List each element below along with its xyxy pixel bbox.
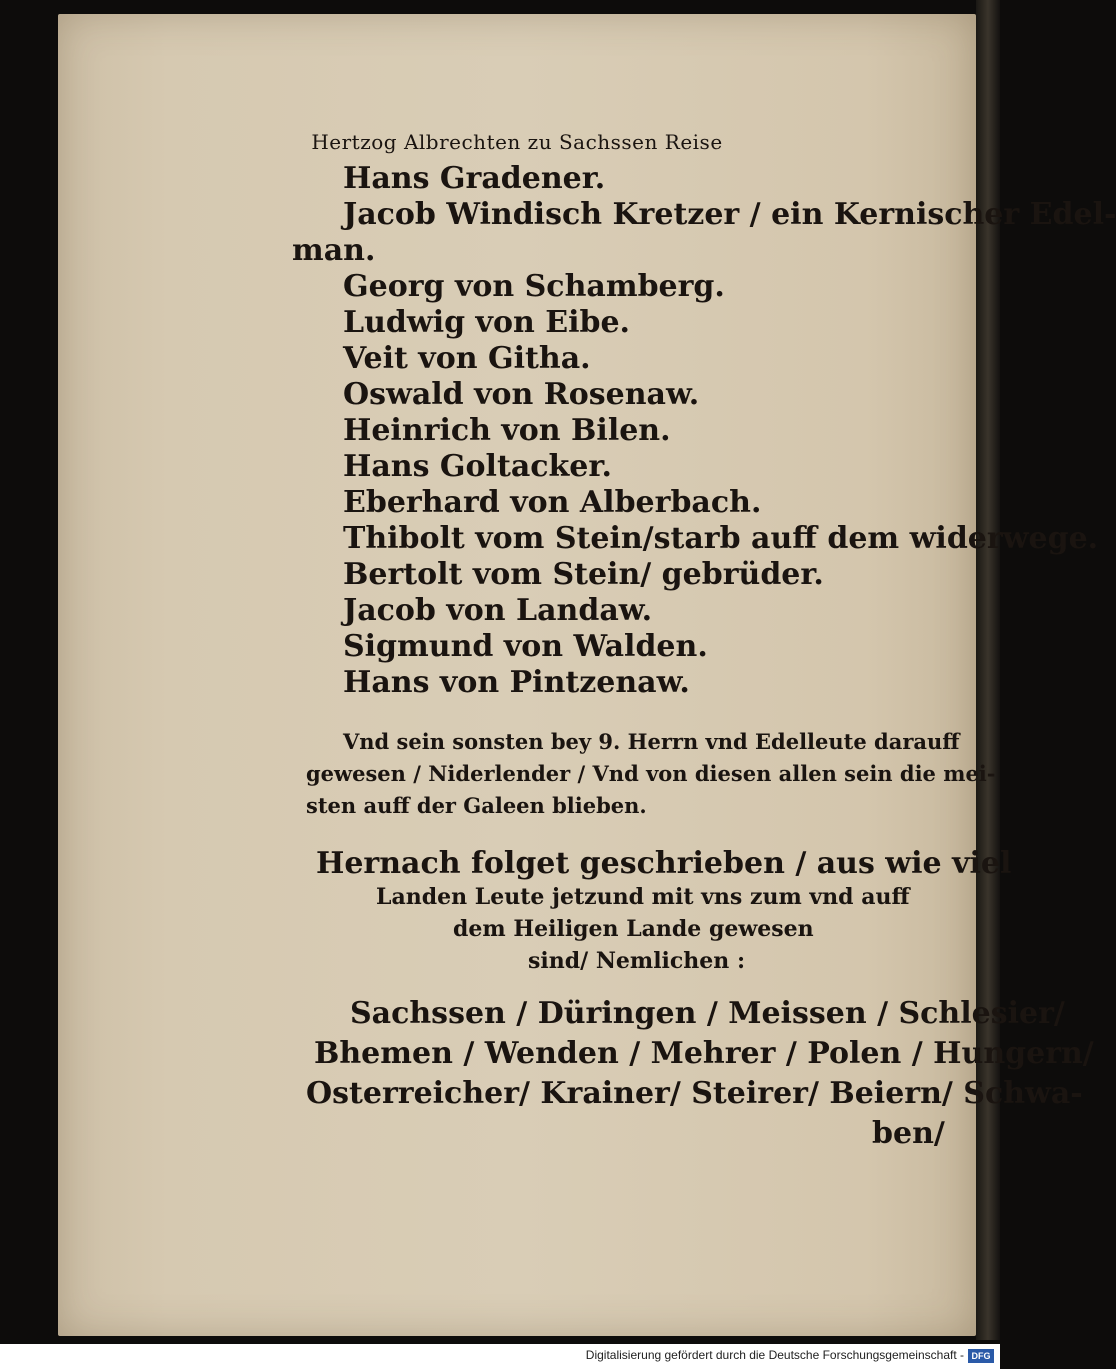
countries-line: Osterreicher/ Krainer/ Steirer/ Beiern/ Schwa-: [306, 1076, 1083, 1111]
paragraph-line: Vnd sein sonsten bey 9. Herrn vnd Edelleute darauff: [343, 729, 960, 754]
footer-credit: Digitalisierung gefördert durch die Deutsche Forschungsgemeinschaft -: [585, 1348, 964, 1362]
digitization-footer: [0, 1344, 1000, 1369]
name-line: Veit von Githa.: [343, 341, 591, 376]
countries-line: Bhemen / Wenden / Mehrer / Polen / Hungern/: [314, 1036, 1094, 1071]
book-page: [58, 14, 1116, 1336]
name-line: Sigmund von Walden.: [343, 629, 708, 664]
name-line: Thibolt vom Stein/starb auff dem widerwege.: [343, 521, 1099, 556]
name-line: Bertolt vom Stein/ gebrüder.: [343, 557, 824, 592]
name-line: Hans Goltacker.: [343, 449, 612, 484]
dfg-logo-icon: DFG: [968, 1349, 994, 1363]
name-line: man.: [292, 233, 376, 268]
section-heading-line: Landen Leute jetzund mit vns zum vnd auff: [376, 884, 910, 910]
section-heading: Hernach folget geschrieben / aus wie viel: [316, 846, 1012, 881]
section-heading-line: dem Heiligen Lande gewesen: [453, 916, 814, 942]
name-line: Ludwig von Eibe.: [343, 305, 630, 340]
name-line: Jacob von Landaw.: [343, 593, 653, 628]
running-header: Hertzog Albrechten zu Sachssen Reise: [311, 130, 723, 154]
name-line: Oswald von Rosenaw.: [343, 377, 700, 412]
name-line: Heinrich von Bilen.: [343, 413, 671, 448]
paragraph-line: sten auff der Galeen blieben.: [306, 793, 647, 818]
countries-line: ben/: [872, 1116, 945, 1151]
name-line: Hans Gradener.: [343, 161, 606, 196]
name-line: Eberhard von Alberbach.: [343, 485, 762, 520]
countries-line: Sachssen / Düringen / Meissen / Schlesier/: [350, 996, 1065, 1031]
name-line: Georg von Schamberg.: [343, 269, 725, 304]
paragraph-line: gewesen / Niderlender / Vnd von diesen allen sein die mei-: [306, 761, 996, 786]
name-line: Jacob Windisch Kretzer / ein Kernischer Edel-: [343, 197, 1116, 232]
name-line: Hans von Pintzenaw.: [343, 665, 690, 700]
section-heading-line: sind/ Nemlichen :: [528, 948, 746, 974]
